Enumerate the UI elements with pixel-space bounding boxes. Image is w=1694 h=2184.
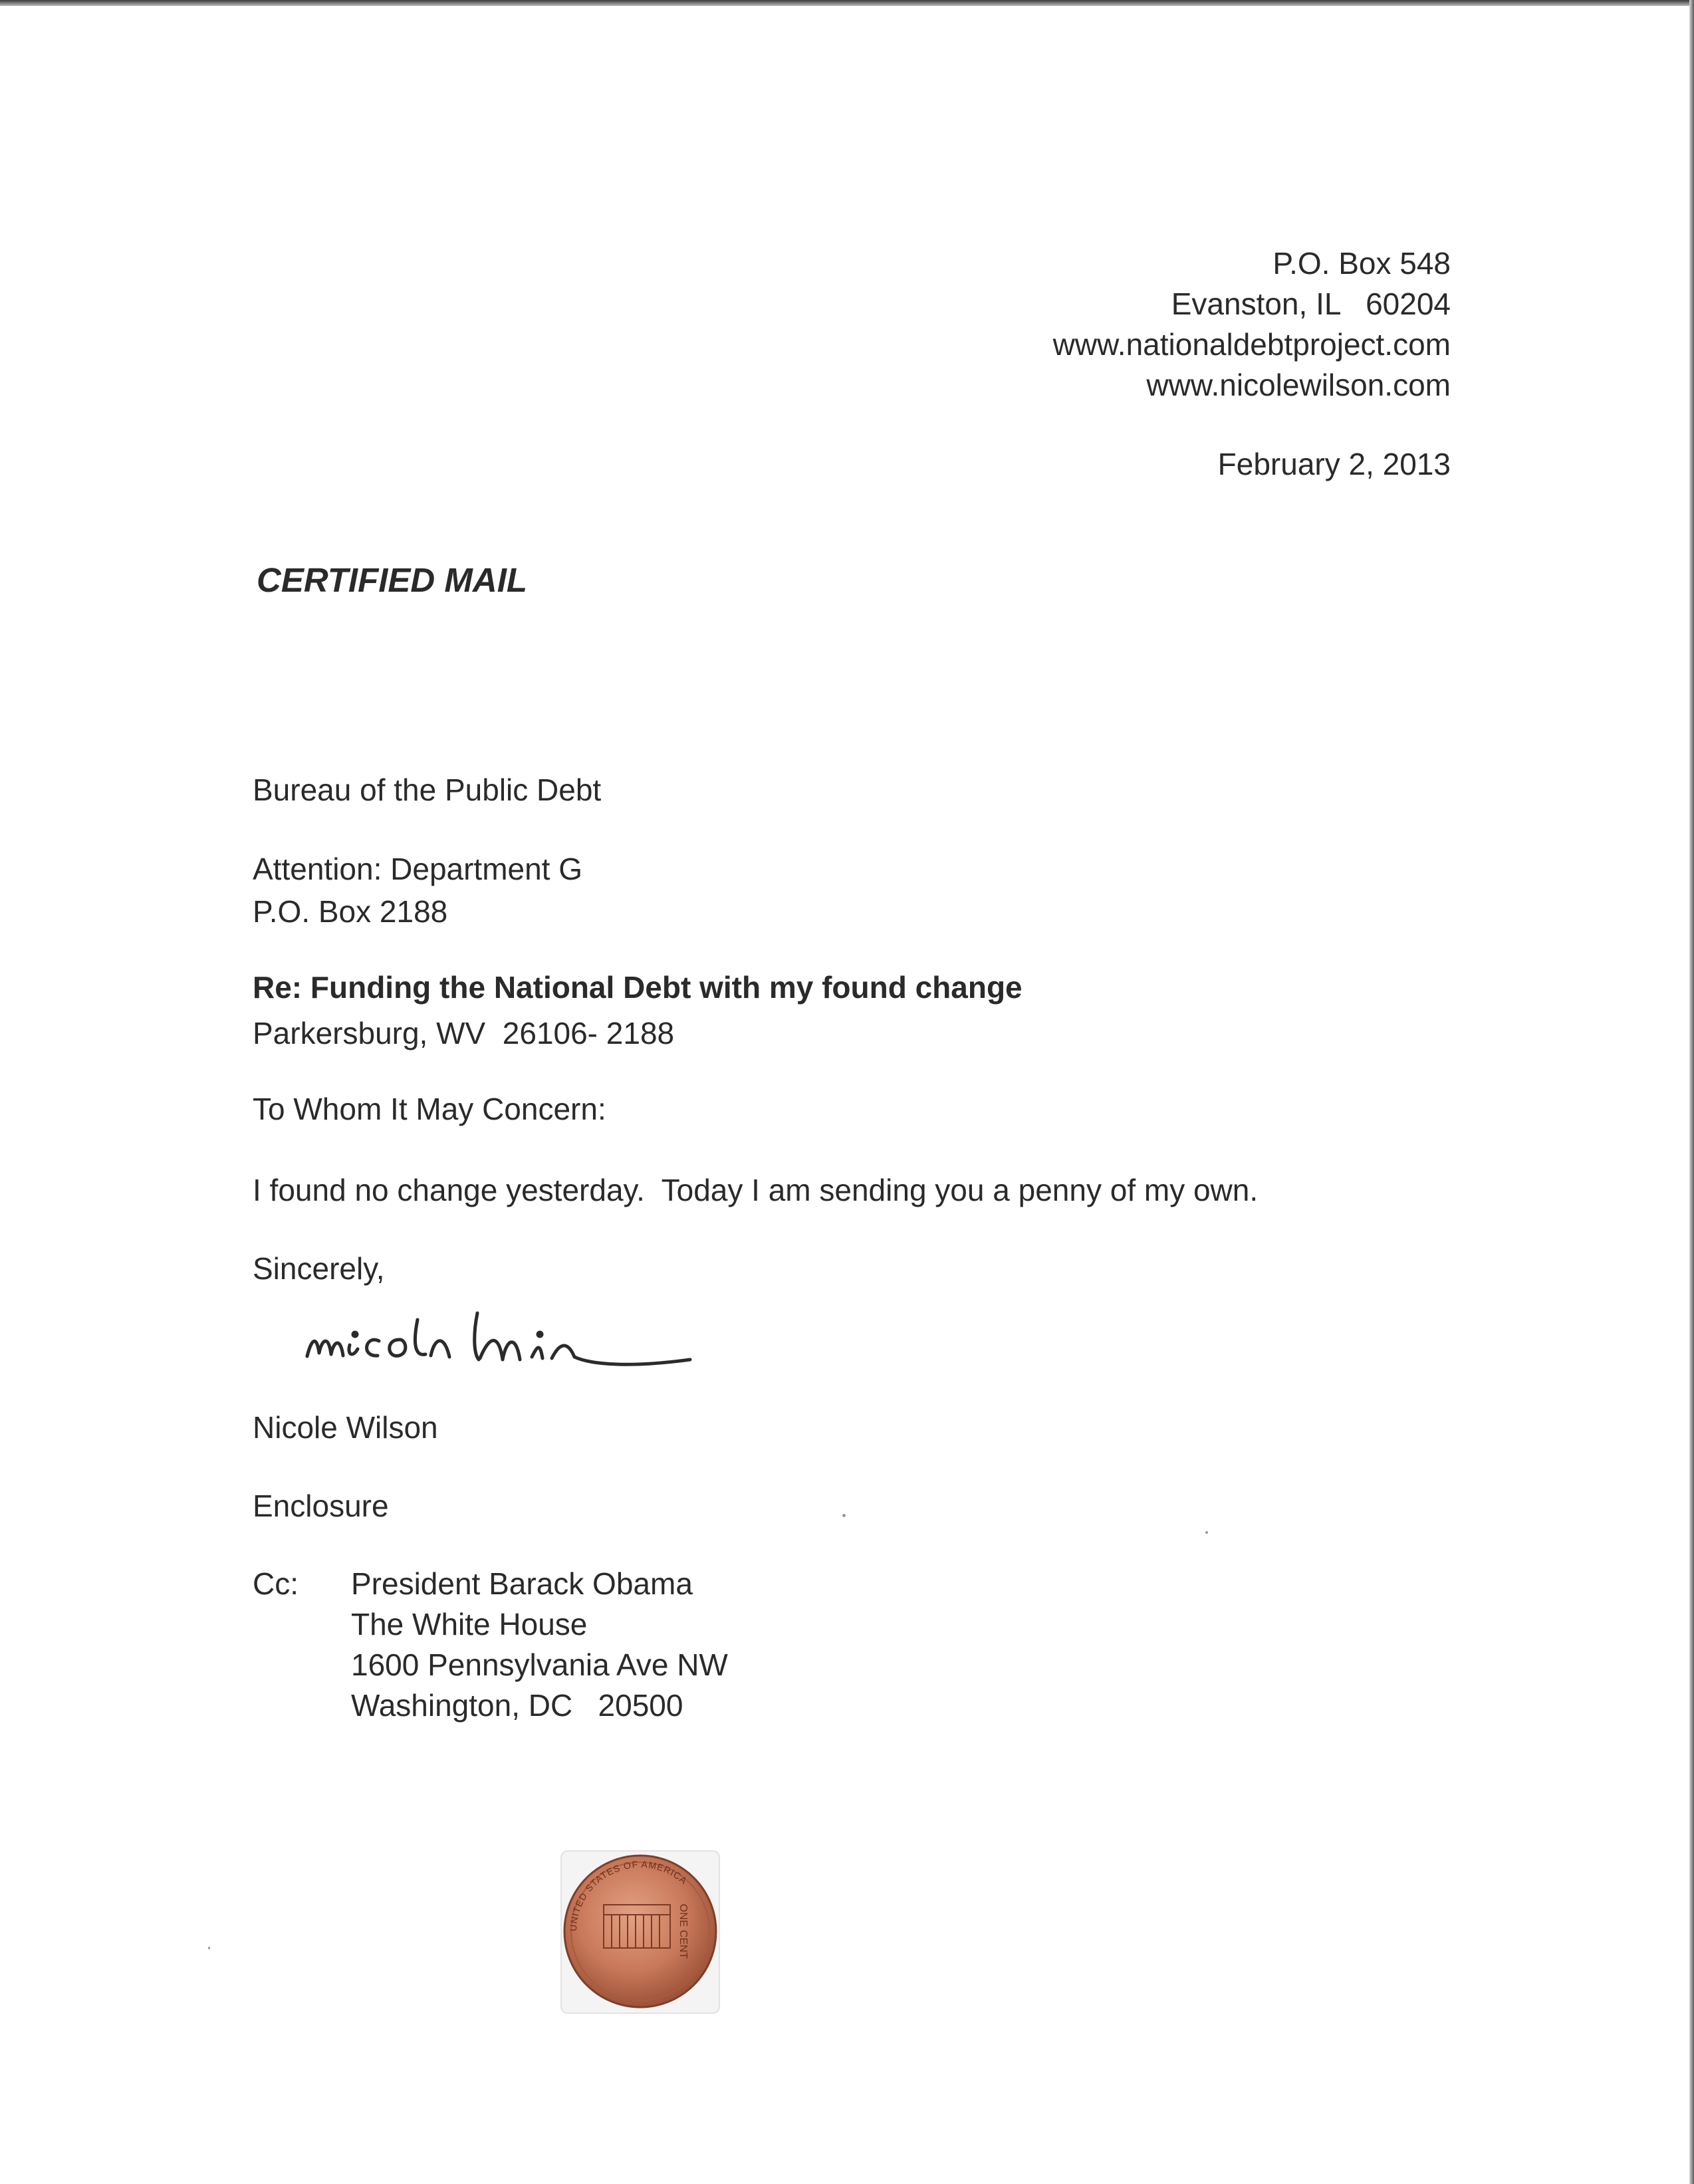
certified-mail-note: CERTIFIED MAIL — [257, 561, 528, 599]
letter-date-block — [1218, 444, 1451, 485]
salutation: To Whom It May Concern: — [253, 1092, 606, 1126]
scan-speck — [1205, 1531, 1208, 1534]
scan-right-edge — [1689, 0, 1694, 2184]
penny-rim-text: UNITED STATES OF AMERICA — [567, 1858, 690, 1932]
sender-website-1: www.nationaldebtproject.com — [1052, 327, 1451, 362]
closing: Sincerely, — [253, 1251, 385, 1286]
cc-line3: 1600 Pennsylvania Ave NW — [351, 1647, 728, 1682]
handwritten-signature — [299, 1293, 698, 1393]
subject-line: Re: Funding the National Debt with my found change — [253, 970, 1023, 1005]
recipient-address — [253, 689, 674, 1135]
sender-address-line2: Evanston, IL 60204 — [1171, 287, 1451, 321]
recipient-line3: Parkersburg, WV 26106- 2188 — [253, 1016, 675, 1050]
cc-label: Cc: — [253, 1566, 299, 1601]
cc-line1: President Barack Obama — [351, 1566, 693, 1601]
sender-website-2: www.nicolewilson.com — [1146, 368, 1451, 402]
cc-line4: Washington, DC 20500 — [351, 1688, 683, 1723]
cc-line2: The White House — [351, 1607, 588, 1641]
letter-body: I found no change yesterday. Today I am sending you a penny of my own. — [253, 1173, 1259, 1207]
letter-date: February 2, 2013 — [1217, 447, 1451, 481]
cc-address — [351, 1564, 728, 1726]
scan-speck — [842, 1514, 846, 1517]
scan-top-edge — [0, 0, 1694, 6]
enclosure-note: Enclosure — [253, 1489, 389, 1523]
recipient-line2: P.O. Box 2188 — [253, 894, 448, 929]
penny-denomination: ONE CENT — [677, 1903, 689, 1959]
attention-line: Attention: Department G — [253, 852, 583, 886]
signer-name: Nicole Wilson — [253, 1410, 438, 1445]
recipient-line1: Bureau of the Public Debt — [253, 773, 602, 807]
penny-coin-image — [557, 1848, 723, 2014]
scan-speck — [208, 1947, 210, 1949]
sender-address-line1: P.O. Box 548 — [1272, 246, 1451, 281]
sender-address — [1053, 243, 1451, 406]
